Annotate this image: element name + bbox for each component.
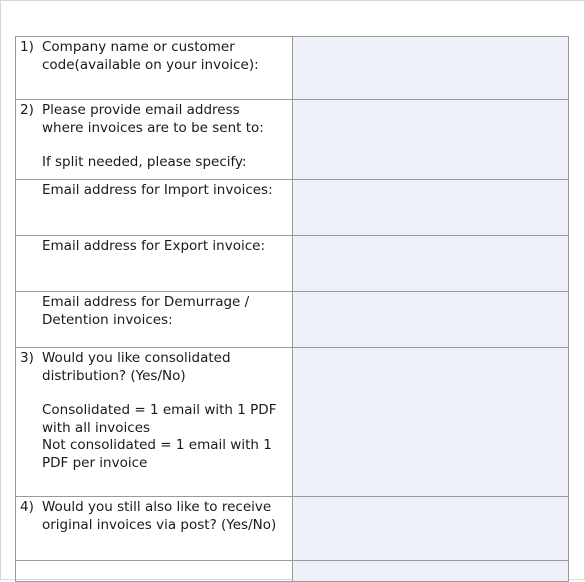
consolidated-answer-field[interactable] (293, 348, 569, 497)
question-number: 1) (20, 39, 34, 55)
question-text: Email address for Demurrage / Detention invoices: (42, 294, 250, 328)
form-row-empty (16, 561, 569, 582)
company-answer-field[interactable] (293, 37, 569, 100)
question-number: 3) (20, 350, 34, 366)
question-cell (16, 292, 293, 348)
form-row-import-email (16, 180, 569, 236)
question-cell (16, 180, 293, 236)
export-email-answer-field[interactable] (293, 236, 569, 292)
form-row-email (16, 100, 569, 180)
question-number: 4) (20, 499, 34, 515)
question-text: Company name or customer code(available on your invoice): (42, 39, 259, 73)
form-row-company (16, 37, 569, 100)
question-text: Would you still also like to receive original invoices via post? (Yes/No) (42, 499, 277, 533)
form-row-export-email (16, 236, 569, 292)
question-text: Email address for Import invoices: (42, 182, 273, 198)
question-cell (16, 37, 293, 100)
question-number (20, 238, 42, 256)
form-row-consolidated (16, 348, 569, 497)
not-consolidated-explanation: Not consolidated = 1 email with 1 PDF per invoice (42, 437, 272, 471)
demurrage-email-answer-field[interactable] (293, 292, 569, 348)
form-row-demurrage-email (16, 292, 569, 348)
form-row-post (16, 497, 569, 561)
import-email-answer-field[interactable] (293, 180, 569, 236)
post-answer-field[interactable] (293, 497, 569, 561)
question-cell (16, 236, 293, 292)
question-cell (16, 561, 293, 582)
invoice-form-table (15, 36, 569, 582)
empty-answer-field[interactable] (293, 561, 569, 582)
question-cell (16, 497, 293, 561)
question-text: Please provide email address where invoices are to be sent to: (42, 102, 264, 136)
question-text: Email address for Export invoice: (42, 238, 265, 254)
question-cell (16, 100, 293, 180)
question-number: 2) (20, 102, 34, 118)
consolidated-explanation: Consolidated = 1 email with 1 PDF with all invoices (42, 402, 277, 436)
question-subtext: If split needed, please specify: (42, 154, 247, 170)
question-number (20, 294, 42, 329)
question-text: Would you like consolidated distribution? (Yes/No) (42, 350, 231, 384)
question-cell (16, 348, 293, 497)
question-number (20, 182, 42, 200)
email-answer-field[interactable] (293, 100, 569, 180)
